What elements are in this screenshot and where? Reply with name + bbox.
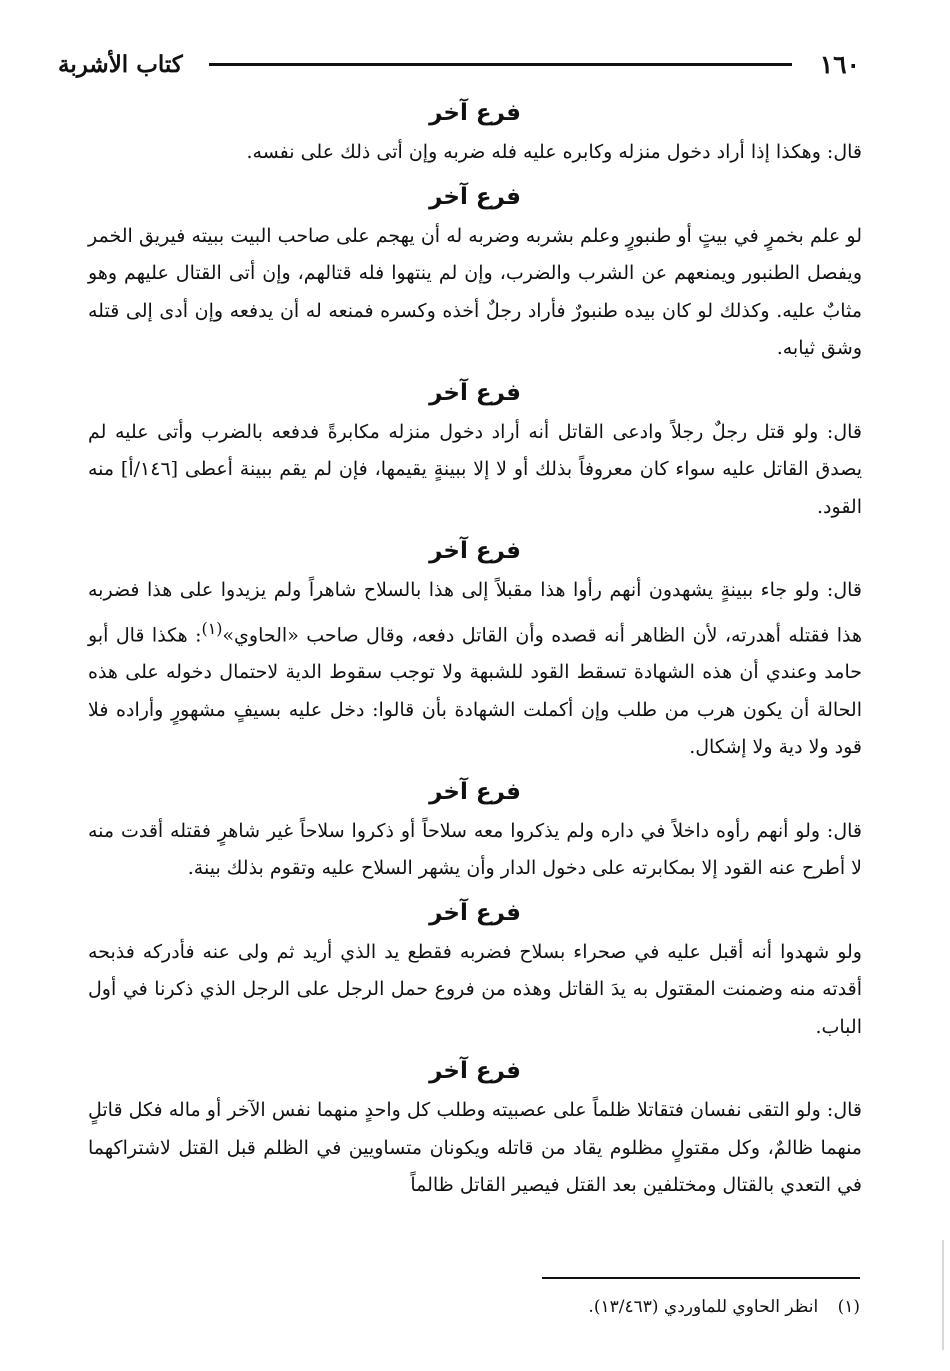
footnote-reference: (١) (201, 618, 223, 638)
paragraph-text: : هكذا قال أبو حامد وعندي أن هذه الشهادة تسقط القود للشبهة ولا توجب سقوط الدية لاحتمال دخوله على هذه الحالة أن يكون هرب من طلب وإن أكملت الشهادة بأن قالوا: دخل عليه بسيفٍ مشهورٍ وأراده فلا قود ولا دية ولا إشكال. (88, 623, 862, 759)
scan-edge-mark (942, 1240, 944, 1350)
section-heading: فرع آخر (429, 899, 521, 926)
section-paragraph: قال: ولو قتل رجلٌ رجلاً وادعى القاتل أنه أراد دخول منزله مكابرةً فدفعه بالضرب وأتى عليه لم يصدق القاتل عليه سواء كان معروفاً بذلك أو لا إلا ببينةٍ يقيمها، فإن لم يقم ببينة أعطى [١٤٦/أ] منه القود. (88, 420, 862, 518)
section-paragraph (88, 572, 862, 767)
section-paragraph: قال: ولو التقى نفسان فتقاتلا ظلماً على عصبيته وطلب كل واحدٍ منهما نفس الآخر أو ماله فكل قاتلٍ منهما ظالمٌ، وكل مقتولٍ مظلوم يقاد من قاتله ويكونان متساويين في الظلم قبل القتل لاشتراكهما في التعدي بالقتال ومختلفين بعد القتل فيصير القاتل ظالماً (88, 1099, 862, 1197)
running-header (58, 44, 860, 84)
section-heading: فرع آخر (429, 538, 521, 564)
section-heading: فرع آخر (429, 100, 521, 126)
section-heading: فرع آخر (429, 183, 521, 210)
paragraph-text: قال: ولو جاء ببينةٍ يشهدون أنهم رأوا هذا مقبلاً إلى هذا بالسلاح شاهراً ولم يزيدوا على هذا فضربه هذا فقتله أهدرته، لأن الظاهر أنه قصده وأن القاتل دفعه، وقال صاحب «الحاوي» (88, 579, 862, 646)
book-title: كتاب الأشربة (58, 50, 183, 78)
footnote-text: انظر الحاوي للماوردي (١٣/٤٦٣). (588, 1297, 819, 1317)
footnote-marker: (١) (837, 1297, 860, 1317)
header-rule (209, 63, 792, 66)
section-paragraph: قال: ولو أنهم رأوه داخلاً في داره ولم يذكروا معه سلاحاً أو ذكروا سلاحاً غير شاهرٍ فقتله أقدت منه لا أطرح عنه القود إلا بمكابرته على دخول الدار وأن يشهر السلاح عليه وتقوم بذلك بينة. (88, 819, 862, 880)
page-number: ١٦٠ (819, 49, 860, 79)
section-heading: فرع آخر (429, 778, 521, 805)
footnote (90, 1292, 860, 1322)
footnote-separator (542, 1277, 860, 1279)
section-heading: فرع آخر (429, 379, 521, 406)
page-body (88, 92, 862, 1209)
section-paragraph: قال: وهكذا إذا أراد دخول منزله وكابره عليه فله ضربه وإن أتى ذلك على نفسه. (246, 141, 862, 163)
section-paragraph: لو علم بخمرٍ في بيتٍ أو طنبورٍ وعلم بشربه وضربه له أن يهجم على صاحب البيت ببيته فيريق الخمر ويفصل الطنبور ويمنعهم عن الشرب والضرب، وإن لم ينتهوا فله قتالهم، وإن أتى القتال عليهم وهو مثابٌ عليه. وكذلك لو كان بيده طنبورٌ فأراد رجلٌ أخذه وكسره فمنعه له أن يدفعه وإن أدى إلى قتله وشق ثيابه. (88, 224, 862, 359)
section-paragraph: ولو شهدوا أنه أقبل عليه في صحراء بسلاح فضربه فقطع يد الذي أريد ثم ولى عنه فأدركه فذبحه أقدته منه وضمنت المقتول به يدَ القاتل وهذه من فروع حمل الرجل على الرجل الذي ذكرنا في أول الباب. (88, 940, 862, 1038)
section-heading: فرع آخر (429, 1058, 521, 1085)
